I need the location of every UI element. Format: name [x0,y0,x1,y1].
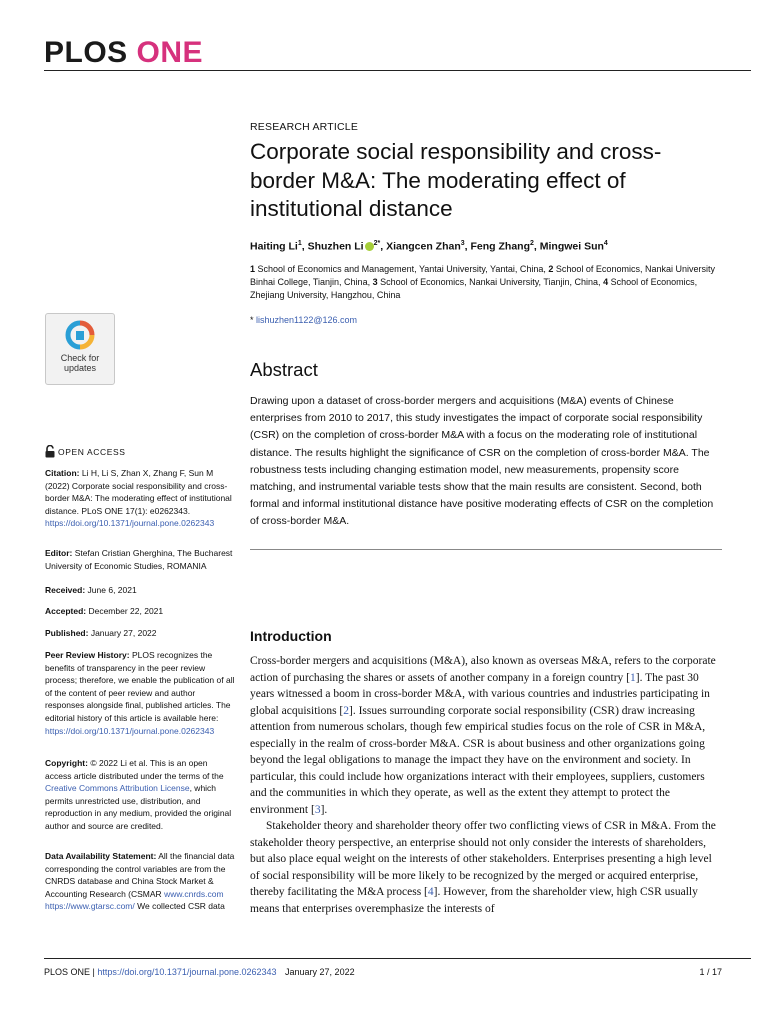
paragraph-text: ]. However, from the shareholder view, high CSR usually means that enterprises overemphasize the interests of [250,886,698,915]
copyright-text-b: , which permits unrestricted use, distribution, and reproduction in any medium, provided the original author and source are credited. [45,783,232,831]
copyright-block [45,757,235,833]
footer-date: January 27, 2022 [285,967,355,977]
author-affiliation-sup: 4 [603,240,608,247]
affiliation-text: School of Economics and Management, Yantai University, Yantai, China, [257,264,546,274]
open-access-label: OPEN ACCESS [58,447,126,457]
author-name[interactable]: Xiangcen Zhan [386,240,461,253]
citation-doi-link[interactable]: https://doi.org/10.1371/journal.pone.0262343 [45,518,215,529]
abstract-text: Drawing upon a dataset of cross-border mergers and acquisitions (M&A) events of Chinese enterprises from 2010 to 2017, this study investigates the impact of corporate social responsibility (CSR) on the completion of cross-border M&A with a focus on the moderating role of institutional distance. The results highlight the significance of CSR on the completion of cross-border M&A. The robustness tests including changing estimation model, new measurements, propensity score matching, and instrumental variable tests show that the main results are consistent. Second, both formal and informal institutional distance have positive moderating effects of CSR on the completion of cross-border M&A. [250,395,714,528]
orcid-icon[interactable] [365,242,374,251]
author-name[interactable]: Haiting Li [250,240,298,253]
affiliation-number: 3 [372,277,378,287]
published-block [45,627,235,640]
check-updates-icon [65,320,95,350]
data-text-b: We collected CSR data [137,901,225,912]
paragraph [250,653,722,818]
check-for-updates-badge[interactable] [45,313,115,385]
author-affiliation-sup: 1 [297,240,302,247]
author-name[interactable]: Shuzhen Li [307,240,364,253]
corresponding-email [250,315,722,325]
introduction-body [250,653,722,917]
citation-block [45,467,235,530]
license-link[interactable]: Creative Commons Attribution License [45,783,190,794]
author-name[interactable]: Mingwei Sun [539,240,604,253]
paragraph [250,818,722,917]
editor-block [45,547,235,572]
abstract-divider [250,549,722,550]
header-divider [44,70,751,71]
history-link[interactable]: https://doi.org/10.1371/journal.pone.0262343 [45,725,215,736]
received-block [45,584,235,597]
data-text: All the financial data corresponding the control variables are from the CNRDS database and China Stock Market & Accounting Research (CSMAR [45,851,235,899]
paragraph-text: ]. The past 30 years witnessed a boom in cross-border M&A, with various countries and industries participating in global acquisitions [ [250,671,710,717]
accepted-label: Accepted: [45,606,87,616]
author-affiliation-sup: 3 [460,240,465,247]
logo-plos: PLOS [44,36,128,69]
copyright-label: Copyright: [45,758,88,768]
author-affiliation-sup: 2 [530,240,534,247]
affiliation-text: School of Economics, Zhejiang University, Hangzhou, China [250,277,698,300]
editor-label: Editor: [45,548,73,558]
affiliation-number: 2 [548,264,554,274]
journal-logo [44,36,203,70]
footer-divider [44,958,751,959]
author-list: Haiting Li$^1$, Shuzhen Li $^{2*}$, Xiangcen Zhan$^3$, Feng Zhang$^2$, Mingwei Sun$^4$ [250,240,608,253]
asterisk-marker: * [250,315,257,325]
paragraph-text: ]. [320,803,328,816]
paragraph-text: ]. Issues surrounding corporate social responsibility (CSR) draw increasing attention from numerous scholars, though few empirical studies focus on the role of CSR in M&A, especially in the realm of cross-border M&A. CSR is about business and other organizations going beyond the legal obligations to manage the impact they have on the environment and society. In particular, this could include how organizations interact with their employees, suppliers, customers and the communities in which they operate, as well as the extent they attempt to protect the environment [ [250,704,706,816]
history-text: PLOS recognizes the benefits of transparency in the peer review process; therefore, we enable the publication of all of the content of peer review and author responses alongside final, published articles. The editorial history of this article is available here: [45,650,235,723]
reference-link[interactable]: 2 [343,704,350,717]
logo-one: ONE [136,36,204,69]
author-affiliation-sup: 2* [373,240,381,247]
citation-text: Li H, Li S, Zhan X, Zhang F, Sun M (2022) Corporate social responsibility and cross-border M&A: The moderating effect of institutional distance. PLoS ONE 17(1): e0262343. [45,468,232,516]
badge-label: Check for updates [60,353,100,373]
affiliation-number: 1 [250,264,256,274]
email-link[interactable]: lishuzhen1122@126.com [256,315,358,325]
introduction-heading: Introduction [250,628,332,644]
paragraph-text: Cross-border mergers and acquisitions (M&A), also known as overseas M&A, refers to the corporate action of purchasing the shares or assets of another company in a foreign country [ [250,655,716,684]
page-number: 1 / 17 [699,967,722,977]
affiliation-number: 4 [603,277,609,287]
gtarsc-link[interactable]: https://www.gtarsc.com/ [45,901,135,912]
cnrds-link[interactable]: www.cnrds.com [164,888,224,899]
data-label: Data Availability Statement: [45,851,157,861]
received-date: June 6, 2021 [87,585,137,595]
article-type: RESEARCH ARTICLE [250,121,359,133]
published-label: Published: [45,628,89,638]
reference-link[interactable]: 3 [314,803,321,816]
footer-doi-link[interactable]: https://doi.org/10.1371/journal.pone.0262343 [97,967,277,977]
affiliation-text: School of Economics, Nankai University, Tianjin, China, [380,277,601,287]
citation-label: Citation: [45,468,80,478]
copyright-text-a: © 2022 Li et al. This is an open access article distributed under the terms of the [45,758,224,781]
accepted-block [45,605,235,618]
history-label: Peer Review History: [45,650,130,660]
footer: PLOS ONE | https://doi.org/10.1371/journal.pone.0262343 January 27, 2022 [44,967,355,977]
article-title: Corporate social responsibility and cross-border M&A: The moderating effect of institutional distance [250,139,662,221]
reference-link[interactable]: 1 [630,671,636,684]
abstract-heading: Abstract [250,359,318,380]
author-name[interactable]: Feng Zhang [470,240,530,253]
affiliation-text: School of Economics, Nankai University Binhai College, Tianjin, China, [250,264,715,287]
received-label: Received: [45,585,86,595]
data-availability-block [45,850,235,913]
open-lock-icon [45,445,55,458]
open-access [45,445,126,458]
paragraph-text: Stakeholder theory and shareholder theory offer two conflicting views of CSR in M&A. From the stakeholder theory perspective, an enterprise should not only consider the interests of shareholders, but also place equal weight on the interests of other stakeholders. Enterprises presenting a high level of social responsibility will be more likely to be recognized by the merged or acquired enterprise, thereby facilitating the M&A process [ [250,820,716,898]
affiliations [250,263,722,302]
footer-journal: PLOS ONE [44,967,91,977]
published-date: January 27, 2022 [90,628,157,638]
editor-text: Stefan Cristian Gherghina, The Bucharest University of Economic Studies, ROMANIA [45,548,233,571]
peer-review-history-block [45,649,235,737]
accepted-date: December 22, 2021 [88,606,164,616]
reference-link[interactable]: 4 [427,886,434,898]
